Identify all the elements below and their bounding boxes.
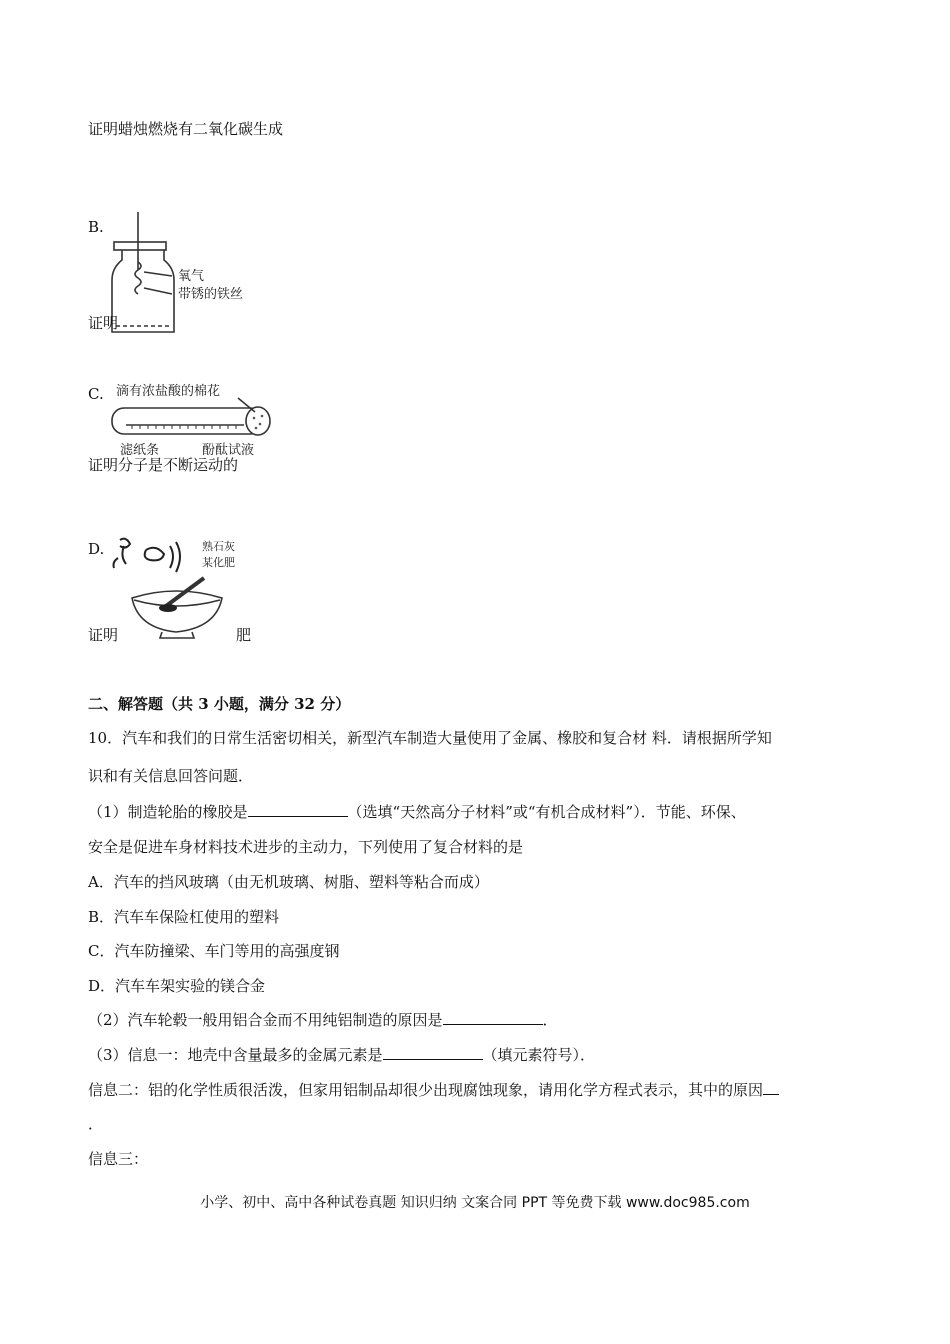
oxygen-label: 氧气 xyxy=(178,269,205,284)
phenolphthalein-label: 酚酞试液 xyxy=(202,443,255,458)
q10-choice-a: A．汽车的挡风玻璃（由无机玻璃、树脂、塑料等粘合而成） xyxy=(88,873,489,891)
option-c-letter: C. xyxy=(88,385,104,403)
option-c-caption: 证明分子是不断运动的 xyxy=(88,456,239,474)
q10-info2-end: ． xyxy=(88,1115,104,1133)
q10-choice-c: C．汽车防撞梁、车门等用的高强度钢 xyxy=(88,942,340,960)
q10-info2 xyxy=(88,1079,779,1100)
q10-part1-blank[interactable] xyxy=(248,801,348,817)
q10-stem-line2: 识和有关信息回答问题． xyxy=(88,767,254,785)
option-a-caption: 证明蜡烛燃烧有二氧化碳生成 xyxy=(88,120,284,138)
iron-wire-jar-figure xyxy=(108,210,263,342)
filter-paper-label: 滤纸条 xyxy=(120,443,160,458)
q10-info2-blank[interactable] xyxy=(763,1079,779,1095)
slaked-lime-label: 熟石灰 xyxy=(202,540,235,553)
q10-part2-prompt: （2）汽车轮毂一般用铝合金而不用纯铝制造的原因是 xyxy=(88,1011,443,1029)
fertilizer-label: 某化肥 xyxy=(202,556,235,569)
q10-part3-blank[interactable] xyxy=(383,1044,483,1060)
q10-info2-text: 信息二：铝的化学性质很活泼，但家用铝制品却很少出现腐蚀现象，请用化学方程式表示，其中的原因 xyxy=(88,1081,764,1099)
q10-choice-b: B．汽车车保险杠使用的塑料 xyxy=(88,908,280,926)
tube-diffusion-figure xyxy=(108,378,278,458)
option-b-caption: 证明 xyxy=(88,314,119,332)
q10-part2-end: ． xyxy=(542,1011,558,1029)
q10-stem-line1: 10．汽车和我们的日常生活密切相关，新型汽车制造大量使用了金属、橡胶和复合材 料．请根据所学知 xyxy=(88,729,772,747)
option-d-caption-start: 证明 xyxy=(88,626,119,644)
q10-part3 xyxy=(88,1044,595,1065)
q10-part2-blank[interactable] xyxy=(443,1009,543,1025)
q10-part3-prompt: （3）信息一：地壳中含量最多的金属元素是 xyxy=(88,1046,383,1064)
q10-part2 xyxy=(88,1009,558,1030)
q10-part3-hint: （填元素符号）． xyxy=(482,1046,596,1064)
option-d-caption-end: 肥 xyxy=(236,626,252,644)
option-b-letter: B. xyxy=(88,218,104,236)
section-heading: 二、解答题（共 3 小题，满分 32 分） xyxy=(88,695,351,713)
option-d-letter: D. xyxy=(88,540,105,558)
mortar-figure xyxy=(110,528,242,640)
q10-choice-d: D．汽车车架实验的镁合金 xyxy=(88,977,266,995)
rusty-wire-label: 带锈的铁丝 xyxy=(178,287,244,302)
page-footer: 小学、初中、高中各种试卷真题 知识归纳 文案合同 PPT 等免费下载 www.doc985.com xyxy=(200,1195,750,1211)
q10-part1-prompt: （1）制造轮胎的橡胶是 xyxy=(88,803,248,821)
q10-part1-line1 xyxy=(88,801,746,822)
q10-info3: 信息三： xyxy=(88,1150,149,1168)
cotton-label: 滴有浓盐酸的棉花 xyxy=(116,384,221,399)
q10-part1-hint: （选填“天然高分子材料”或“有机合成材料”）．节能、环保、 xyxy=(347,803,746,821)
q10-part1-line2: 安全是促进车身材料技术进步的主动力，下列使用了复合材料的是 xyxy=(88,838,524,856)
